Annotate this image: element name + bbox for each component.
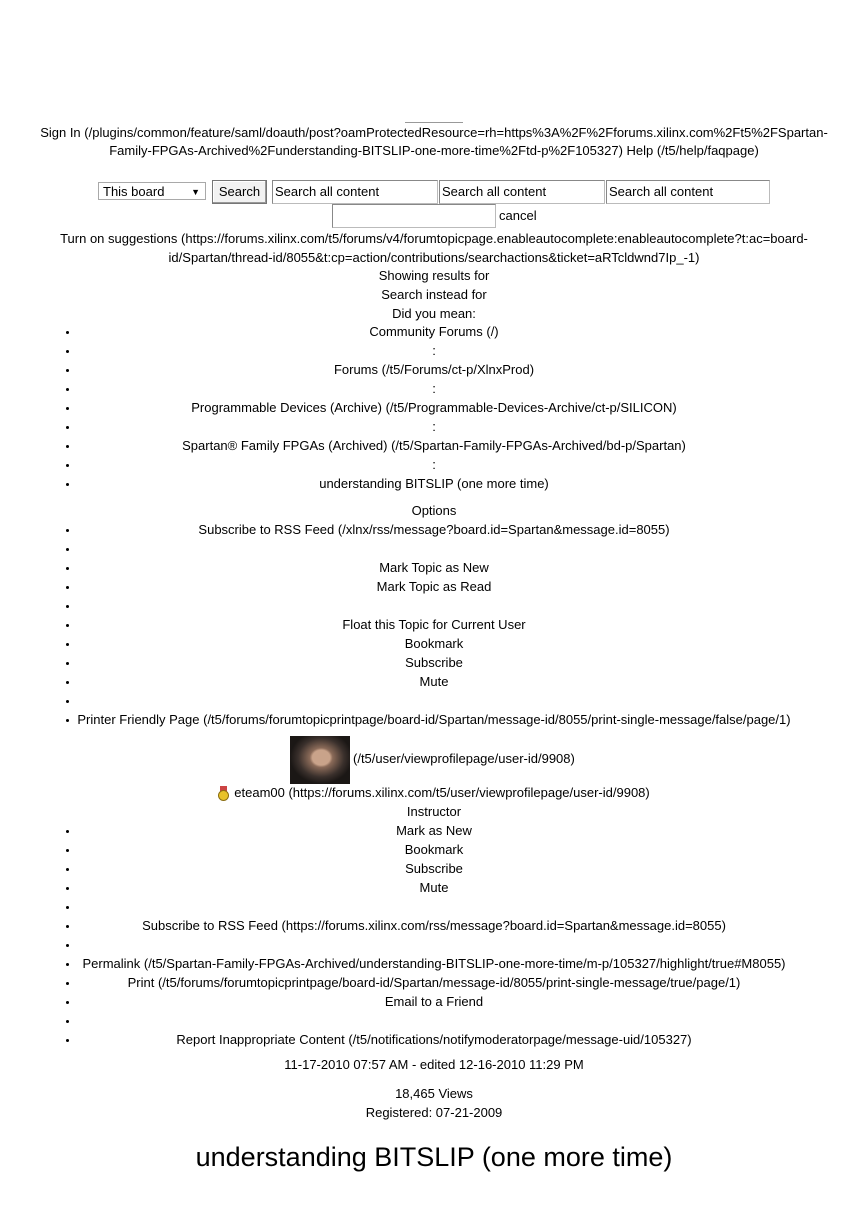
breadcrumb [0,322,868,493]
view-count: 18,465 Views [395,1086,473,1101]
registered-date: Registered: 07-21-2009 [365,1105,503,1120]
menu-separator [0,935,868,954]
search-text-input[interactable] [332,204,496,228]
breadcrumb-item[interactable]: Forums (/t5/Forums/ct-p/XlnxProd) [0,360,868,379]
breadcrumb-separator: : [0,379,868,398]
menu-item-mute[interactable]: Mute [0,878,868,897]
menu-item-bookmark[interactable]: Bookmark [0,840,868,859]
menu-separator [0,539,868,558]
search-button[interactable]: Search [212,180,267,204]
breadcrumb-separator: : [0,455,868,474]
menu-item-mute[interactable]: Mute [0,672,868,691]
author-rank: Instructor [406,804,462,819]
breadcrumb-separator: : [0,341,868,360]
menu-item-subscribe-rss[interactable]: Subscribe to RSS Feed (/xlnx/rss/message?board.id=Spartan&message.id=8055) [0,520,868,539]
chevron-down-icon: ▼ [191,187,200,197]
signin-help-links[interactable]: Sign In (/plugins/common/feature/saml/doauth/post?oamProtectedResource=rh=https%3A%2F%2Fforums.xilinx.com%2Ft5%2FSpartan-Family-FPGAs-Archived%2Funderstanding-BITSLIP-one-more-time%2Ftd-p%2F105327) Help (/t5/help/faqpage) [40,125,828,158]
breadcrumb-item[interactable]: Programmable Devices (Archive) (/t5/Programmable-Devices-Archive/ct-p/SILICON) [0,398,868,417]
menu-item-mark-read[interactable]: Mark Topic as Read [0,577,868,596]
search-input-2[interactable]: Search all content [439,180,605,204]
search-messages [0,266,868,323]
author-profile-link[interactable]: (/t5/user/viewprofilepage/user-id/9908) [353,751,575,766]
post-title: understanding BITSLIP (one more time) [195,1142,673,1172]
menu-item-subscribe[interactable]: Subscribe [0,859,868,878]
avatar[interactable] [290,736,350,784]
options-heading[interactable]: Options [411,503,457,518]
author-name-link[interactable]: eteam00 (https://forums.xilinx.com/t5/user/viewprofilepage/user-id/9908) [234,785,650,800]
menu-item-print[interactable]: Print (/t5/forums/forumtopicprintpage/board-id/Spartan/message-id/8055/print-single-message/true/page/1) [0,973,868,992]
message-actions-menu [0,821,868,1049]
menu-separator [0,691,868,710]
menu-item-bookmark[interactable]: Bookmark [0,634,868,653]
breadcrumb-item[interactable]: Spartan® Family FPGAs (Archived) (/t5/Spartan-Family-FPGAs-Archived/bd-p/Spartan) [0,436,868,455]
breadcrumb-item[interactable]: Community Forums (/) [0,322,868,341]
medal-icon [218,786,229,800]
menu-item-mark-new[interactable]: Mark Topic as New [0,558,868,577]
topic-options-menu [0,520,868,729]
post-date: 11-17-2010 07:57 AM - edited 12-16-2010 11:29 PM [284,1057,584,1072]
search-instead-text: Search instead for [381,287,487,302]
suggestions-link[interactable]: Turn on suggestions (https://forums.xilinx.com/t5/forums/v4/forumtopicpage.enableautocomplete:enableautocomplete?t:ac=board-id/Spartan/thread-id/8055&t:cp=action/contributions/searchactions&ticket=aRTcldwnd7Ip_-1) [60,231,808,265]
menu-item-mark-as-new[interactable]: Mark as New [0,821,868,840]
search-scope-value: This board [103,184,165,199]
menu-separator [0,897,868,916]
showing-results-text: Showing results for [378,268,490,283]
search-input-3[interactable]: Search all content [606,180,770,204]
menu-item-report-content[interactable]: Report Inappropriate Content (/t5/notifications/notifymoderatorpage/message-uid/105327) [0,1030,868,1049]
menu-item-float-topic[interactable]: Float this Topic for Current User [0,615,868,634]
menu-item-subscribe-rss[interactable]: Subscribe to RSS Feed (https://forums.xilinx.com/rss/message?board.id=Spartan&message.id=8055) [0,916,868,935]
top-divider [405,122,463,123]
cancel-link[interactable]: cancel [499,208,537,223]
menu-item-permalink[interactable]: Permalink (/t5/Spartan-Family-FPGAs-Archived/understanding-BITSLIP-one-more-time/m-p/105327/highlight/true#M8055) [0,954,868,973]
menu-separator [0,596,868,615]
search-input[interactable]: Search all content [272,180,438,204]
menu-item-email-friend[interactable]: Email to a Friend [0,992,868,1011]
breadcrumb-current: understanding BITSLIP (one more time) [0,474,868,493]
menu-item-subscribe[interactable]: Subscribe [0,653,868,672]
search-scope-select[interactable] [98,182,206,200]
did-you-mean-text: Did you mean: [392,306,476,321]
menu-separator [0,1011,868,1030]
menu-item-printer-friendly[interactable]: Printer Friendly Page (/t5/forums/forumtopicprintpage/board-id/Spartan/message-id/8055/print-single-message/false/page/1) [0,710,868,729]
breadcrumb-separator: : [0,417,868,436]
author-name-row [0,784,868,802]
